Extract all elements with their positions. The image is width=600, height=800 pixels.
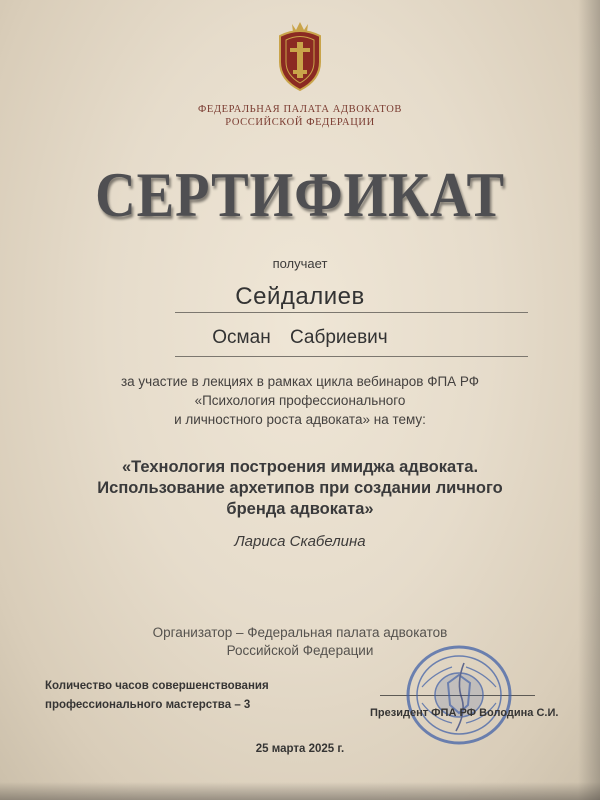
- paper-bottom-shadow: [0, 782, 600, 800]
- recipient-surname: Сейдалиев: [235, 283, 365, 310]
- participation-line: и личностного роста адвоката» на тему:: [174, 412, 426, 427]
- paper-edge-shadow: [578, 0, 600, 800]
- training-hours: [45, 677, 269, 715]
- hours-line: профессионального мастерства – 3: [45, 699, 251, 711]
- organizer-line: Российской Федерации: [226, 643, 374, 658]
- issue-date: 25 марта 2025 г.: [255, 743, 345, 755]
- organization-name-line1: ФЕДЕРАЛЬНАЯ ПАЛАТА АДВОКАТОВ: [197, 104, 402, 115]
- certificate-title: СЕРТИФИКАТ: [95, 159, 505, 230]
- chamber-emblem-icon: [270, 18, 330, 92]
- official-seal-stamp: [404, 643, 514, 747]
- receives-label: получает: [272, 256, 328, 271]
- president-signature-caption: Президент ФПА РФ Володина С.И.: [370, 707, 559, 719]
- hours-line: Количество часов совершенствования: [45, 680, 269, 692]
- topic-line: бренда адвоката»: [226, 500, 374, 518]
- organization-name-line2: РОССИЙСКОЙ ФЕДЕРАЦИИ: [225, 117, 375, 128]
- participation-description: [0, 372, 600, 429]
- given-names-underline: [175, 356, 528, 357]
- topic-line: Использование архетипов при создании личного: [97, 479, 503, 497]
- recipient-given-names: Осман Сабриевич: [212, 327, 388, 348]
- participation-line: за участие в лекциях в рамках цикла вебинаров ФПА РФ: [120, 374, 480, 389]
- webinar-topic: [0, 457, 600, 520]
- topic-line: «Технология построения имиджа адвоката.: [121, 458, 479, 476]
- organizer-line: Организатор – Федеральная палата адвокатов: [152, 625, 448, 640]
- participation-line: «Психология профессионального: [194, 393, 406, 408]
- surname-underline: [175, 312, 528, 313]
- lecturer-name: Лариса Скабелина: [234, 533, 366, 550]
